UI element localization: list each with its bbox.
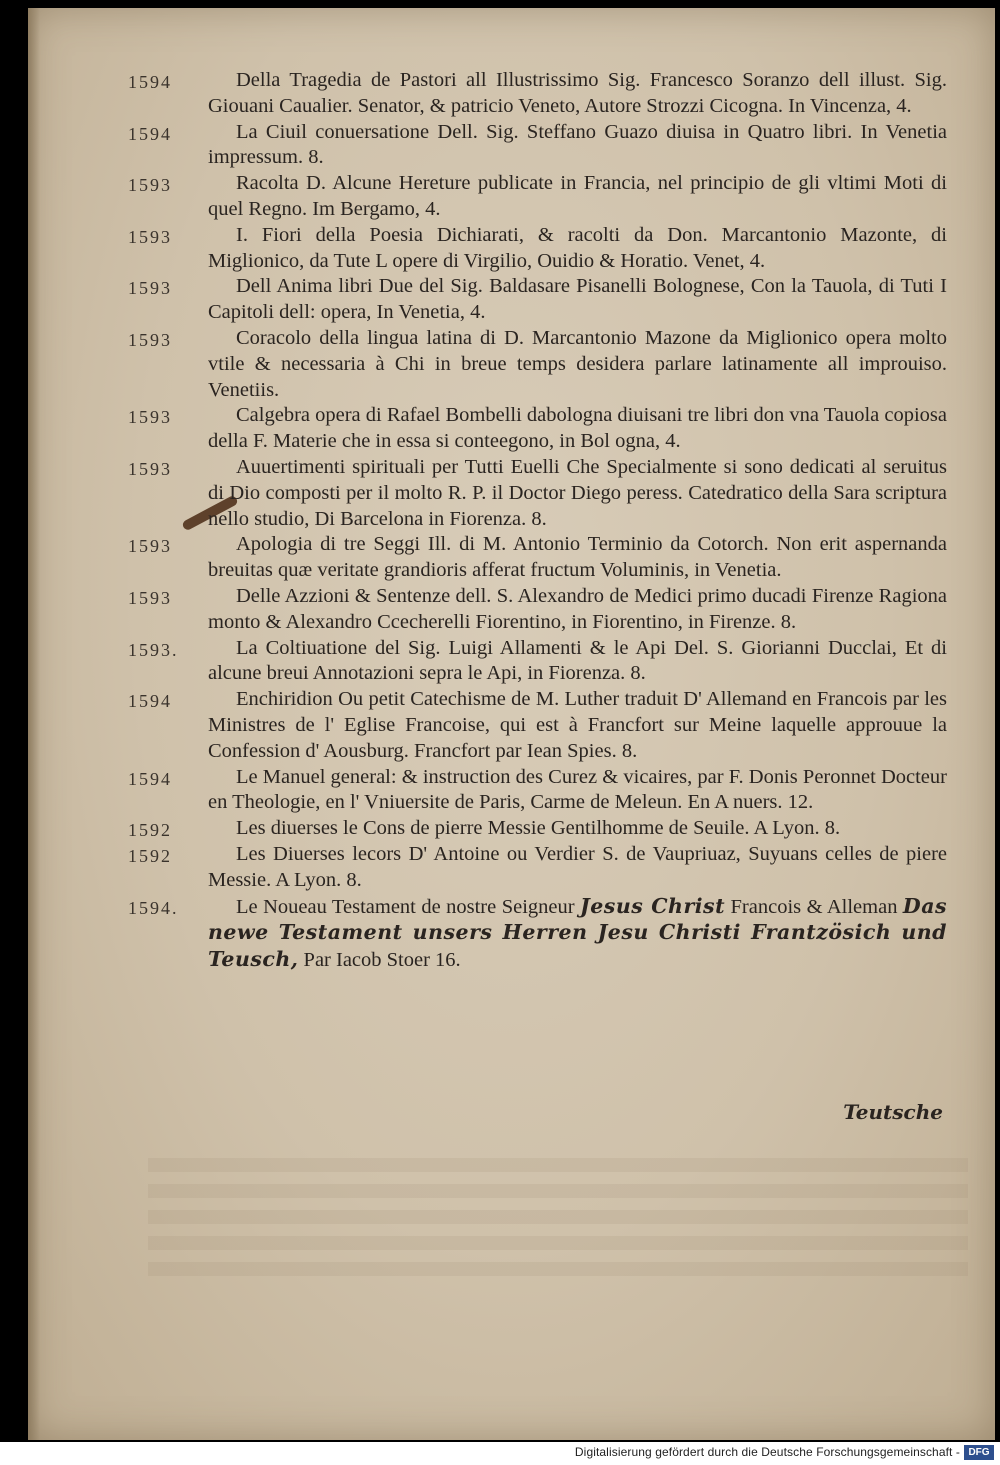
entry-text: Delle Azzioni & Sentenze dell. S. Alexandro de Medici primo ducadi Firenze Ragiona monto & Alexandro Ccecherelli Fiorentino, in Fiorentino, in Firenze. 8.	[208, 584, 947, 633]
entry-text-blackletter: Das newe Testament unsers Herren Jesu Christi Frantzösich und Teusch,	[208, 893, 948, 972]
entry-year: 1594	[128, 72, 172, 92]
entry-text: Les Diuerses lecors D' Antoine ou Verdier S. de Vaupriuaz, Suyuans celles de piere Messie. A Lyon. 8.	[208, 842, 947, 891]
entry-year: 1593	[128, 407, 172, 428]
entry-year: 1593	[128, 458, 172, 479]
entry-text: Calgebra opera di Rafael Bombelli dabologna diuisani tre libri don vna Tauola copiosa della F. Materie che in essa si conteegono, in Bol ogna, 4.	[208, 404, 947, 453]
catalog-entry	[28, 584, 995, 636]
catalog-entry	[28, 816, 995, 842]
show-through-text	[148, 1158, 968, 1278]
catchword: Teutsche	[843, 1100, 943, 1124]
entry-text-roman: Francois & Alleman	[730, 895, 898, 918]
catalog-entry	[28, 894, 995, 974]
entry-year: 1593	[128, 329, 172, 350]
entry-text: Racolta D. Alcune Hereture publicate in Francia, nel principio de gli vltimi Moti di quel Regno. Im Bergamo, 4.	[208, 172, 947, 220]
entry-year: 1594	[128, 691, 172, 712]
catalog-entry	[28, 687, 995, 764]
catalog-entries	[28, 68, 995, 974]
catalog-entry	[28, 68, 995, 120]
entry-text: I. Fiori della Poesia Dichiarati, & racolti da Don. Marcantonio Mazonte, di Miglionico, da Tute L opere di Virgilio, Ouidio & Horatio. Venet, 4.	[208, 223, 947, 272]
book-page	[28, 8, 995, 1440]
entry-text	[208, 894, 947, 974]
entry-text: Le Manuel general: & instruction des Curez & vicaires, par F. Donis Peronnet Docteur en Theologie, en l' Vniuersite de Paris, Carme de Meleun. En A nuers. 12.	[208, 765, 947, 814]
footer-credit: Digitalisierung gefördert durch die Deutsche Forschungsgemeinschaft -	[574, 1445, 960, 1459]
catalog-entry	[28, 455, 995, 532]
entry-text-blackletter: Jesus Christ	[580, 893, 726, 918]
entry-year: 1593	[128, 226, 172, 247]
catalog-entry	[28, 532, 995, 584]
entry-text: Dell Anima libri Due del Sig. Baldasare Pisanelli Bolognese, Con la Tauola, di Tuti I Capitoli dell: opera, In Venetia, 4.	[208, 275, 947, 324]
catalog-entry	[28, 326, 995, 403]
entry-text: Coracolo della lingua latina di D. Marcantonio Mazone da Miglionico opera molto vtile & necessaria à Chi in breue temps desidera parlare latinamente all improuiso. Venetiis.	[208, 326, 947, 401]
catalog-entry	[28, 171, 995, 223]
entry-text: Della Tragedia de Pastori all Illustrissimo Sig. Francesco Soranzo dell illust. Sig. Giouani Caualier. Senator, & patricio Veneto, Autore Strozzi Cicogna. In Vincenza, 4.	[208, 69, 947, 117]
entry-text: La Coltiuatione del Sig. Luigi Allamenti & le Api Del. S. Giorianni Ducclai, Et di alcune breui Annotazioni sepra le Api, in Fiorenza. 8.	[208, 636, 947, 685]
entry-year: 1592	[128, 820, 172, 841]
entry-text: Auuertimenti spirituali per Tutti Euelli Che Specialmente si sono dedicati al seruitus di Dio composti per il molto R. P. il Doctor Diego peress. Catedratico della Sara scriptura nello studio, Di Barcelona in Fiorenza. 8.	[208, 455, 947, 530]
entry-text: Les diuerses le Cons de pierre Messie Gentilhomme de Seuile. A Lyon. 8.	[236, 817, 841, 840]
entry-year: 1594	[128, 123, 172, 144]
entry-year: 1593	[128, 587, 172, 608]
catalog-entry	[28, 223, 995, 275]
entry-text-roman: Par Iacob Stoer 16.	[303, 949, 461, 972]
dfg-logo: DFG	[964, 1445, 994, 1460]
entry-text-roman: Le Noueau Testament de nostre Seigneur	[236, 895, 575, 918]
entry-year: 1593	[128, 175, 172, 196]
entry-year: 1592	[128, 845, 172, 866]
entry-year: 1593	[128, 536, 172, 557]
catalog-entry	[28, 842, 995, 894]
entry-year: 1594.	[128, 897, 179, 918]
catalog-entry	[28, 765, 995, 817]
catalog-entry	[28, 403, 995, 455]
entry-year: 1593	[128, 278, 172, 299]
digitization-footer	[0, 1442, 1000, 1465]
catalog-entry	[28, 120, 995, 172]
entry-text: Apologia di tre Seggi Ill. di M. Antonio Terminio da Cotorch. Non erit aspernanda breuitas quæ veritate grandioris afferat fructum Voluminis, in Venetia.	[208, 533, 947, 582]
entry-text: Enchiridion Ou petit Catechisme de M. Luther traduit D' Allemand en Francois par les Ministres de l' Eglise Francoise, qui est à Francfort sur Meine laquelle approuue la Confession d' Aousburg. Francfort par Iean Spies. 8.	[208, 688, 947, 762]
catalog-entry	[28, 636, 995, 688]
entry-year: 1594	[128, 768, 172, 789]
entry-text: La Ciuil conuersatione Dell. Sig. Steffano Guazo diuisa in Quatro libri. In Venetia impressum. 8.	[208, 120, 947, 169]
catalog-entry	[28, 274, 995, 326]
entry-year: 1593.	[128, 639, 179, 660]
